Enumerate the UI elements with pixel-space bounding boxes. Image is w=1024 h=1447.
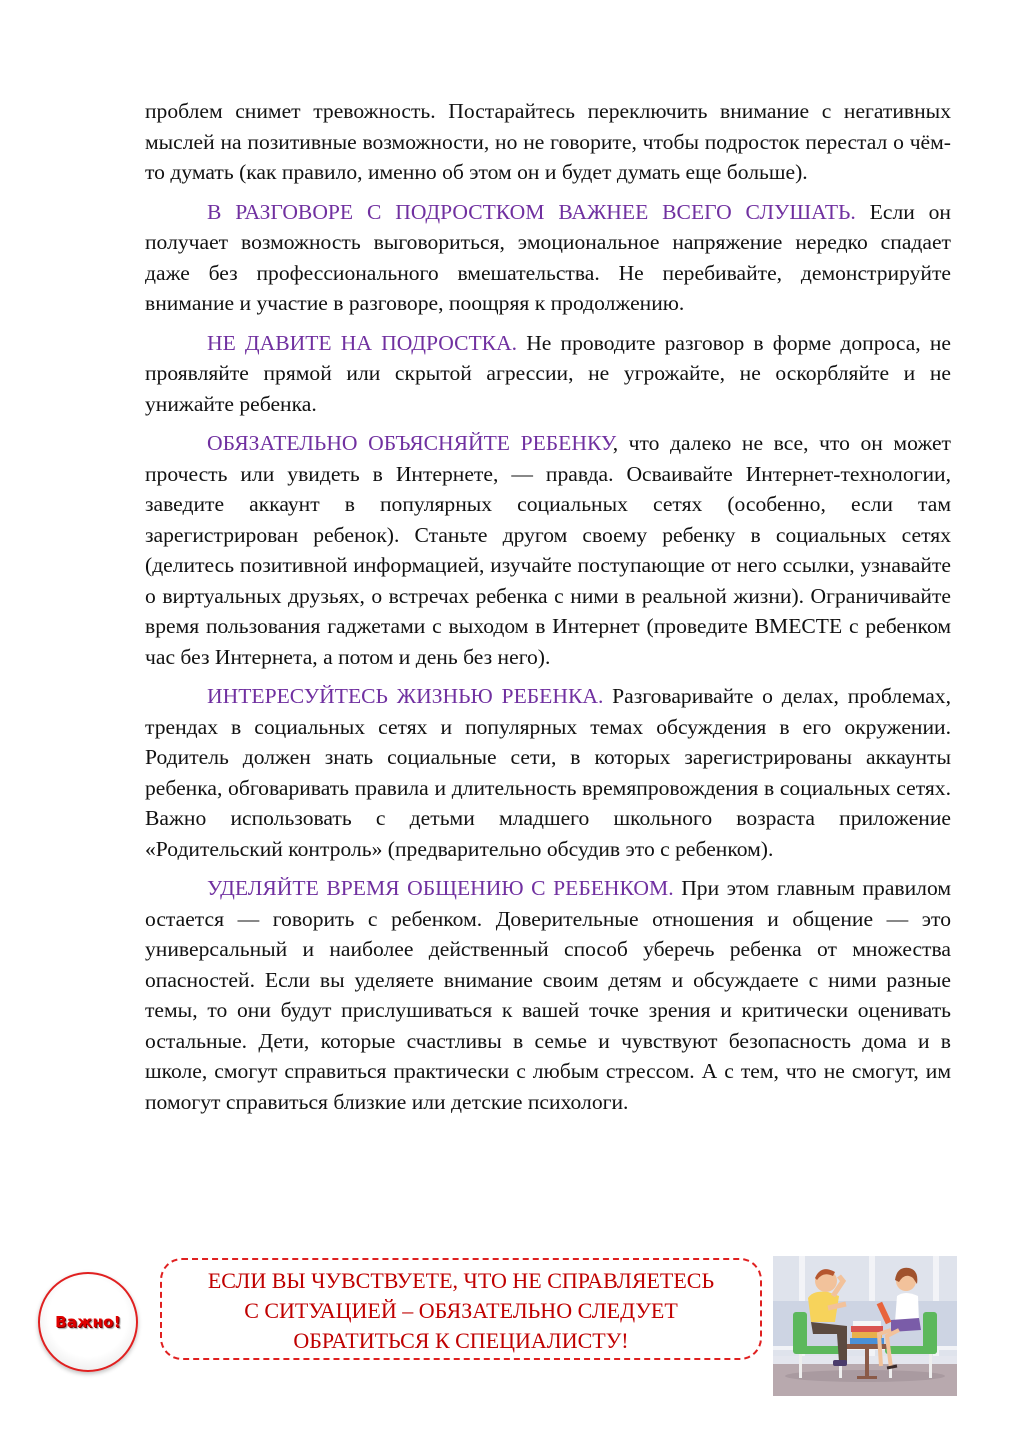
- warning-callout: [160, 1258, 762, 1360]
- body-text: [145, 96, 951, 1117]
- paragraph-text: Разговаривайте о делах, проблемах, трендах в социальных сетях и популярных темах обсуждения в его окружении. Родитель должен знать социальные сети, в которых зарегистрированы аккаунты ребенка, обговаривать правила и длительность времяпровождения в социальных сетях. Важно использовать с детьми младшего школьного возраста приложение «Родительский контроль» (предварительно обсудив это с ребенком).: [145, 684, 951, 861]
- paragraph-continuation: [145, 96, 951, 188]
- paragraph-heading: В РАЗГОВОРЕ С ПОДРОСТКОМ ВАЖНЕЕ ВСЕГО СЛУШАТЬ.: [207, 199, 856, 224]
- paragraph-time: [145, 873, 951, 1117]
- paragraph-text: проблем снимет тревожность. Постарайтесь переключить внимание с негативных мыслей на позитивные возможности, но не говорите, чтобы подросток перестал о чём-то думать (как правило, именно об этом он и будет думать еще больше).: [145, 99, 951, 184]
- callout-line: С СИТУАЦИЕЙ – ОБЯЗАТЕЛЬНО СЛЕДУЕТ: [244, 1298, 678, 1323]
- paragraph-heading: ИНТЕРЕСУЙТЕСЬ ЖИЗНЬЮ РЕБЕНКА.: [207, 684, 604, 708]
- callout-line: ЕСЛИ ВЫ ЧУВСТВУЕТЕ, ЧТО НЕ СПРАВЛЯЕТЕСЬ: [207, 1268, 715, 1293]
- paragraph-text: При этом главным правилом остается — говорить с ребенком. Доверительные отношения и общение — это универсальный и наиболее действенный способ уберечь ребенка от множества опасностей. Если вы уделяете внимание своим детям и обсуждаете с ними разные темы, то они будут прислушиваться к вашей точке зрения и критически оценивать остальные. Дети, которые счастливы в семье и чувствуют безопасность дома и в школе, смогут справиться практически с любым стрессом. А с тем, что не смогут, им помогут справиться близкие или детские психологи.: [145, 876, 951, 1114]
- paragraph-heading: ОБЯЗАТЕЛЬНО ОБЪЯСНЯЙТЕ РЕБЕНКУ: [207, 431, 613, 455]
- paragraph-text: Не проводите разговор в форме допроса, не проявляйте прямой или скрытой агрессии, не угрожайте, не оскорбляйте и не унижайте ребенка.: [145, 330, 951, 416]
- paragraph-listen: [145, 197, 951, 319]
- paragraph-heading: УДЕЛЯЙТЕ ВРЕМЯ ОБЩЕНИЮ С РЕБЕНКОМ.: [207, 876, 674, 900]
- psychologist-consultation-illustration: [773, 1256, 957, 1396]
- paragraph-text: , что далеко не все, что он может прочесть или увидеть в Интернете, — правда. Осваивайте Интернет-технологии, заведите аккаунт в популярных социальных сетях (особенно, если там зарегистрирован ребенок). Станьте другом своему ребенку в социальных сетях (делитесь позитивной информацией, изучайте поступающие от него ссылки, узнавайте о виртуальных друзьях, о встречах ребенка с ними в реальной жизни). Ограничивайте время пользования гаджетами с выходом в Интернет (проведите ВМЕСТЕ с ребенком час без Интернета, а потом и день без него).: [145, 431, 951, 669]
- paragraph-heading: НЕ ДАВИТЕ НА ПОДРОСТКА.: [207, 330, 518, 355]
- important-badge-label: Важно!: [55, 1313, 121, 1331]
- callout-line: ОБРАТИТЬСЯ К СПЕЦИАЛИСТУ!: [293, 1328, 629, 1353]
- paragraph-explain: [145, 428, 951, 672]
- important-badge-icon: [38, 1272, 138, 1372]
- paragraph-no-pressure: [145, 328, 951, 420]
- paragraph-text: Если он получает возможность выговориться, эмоциональное напряжение нередко спадает даже без профессионального вмешательства. Не перебивайте, демонстрируйте внимание и участие в разговоре, поощряя к продолжению.: [145, 199, 951, 315]
- paragraph-interest: [145, 681, 951, 864]
